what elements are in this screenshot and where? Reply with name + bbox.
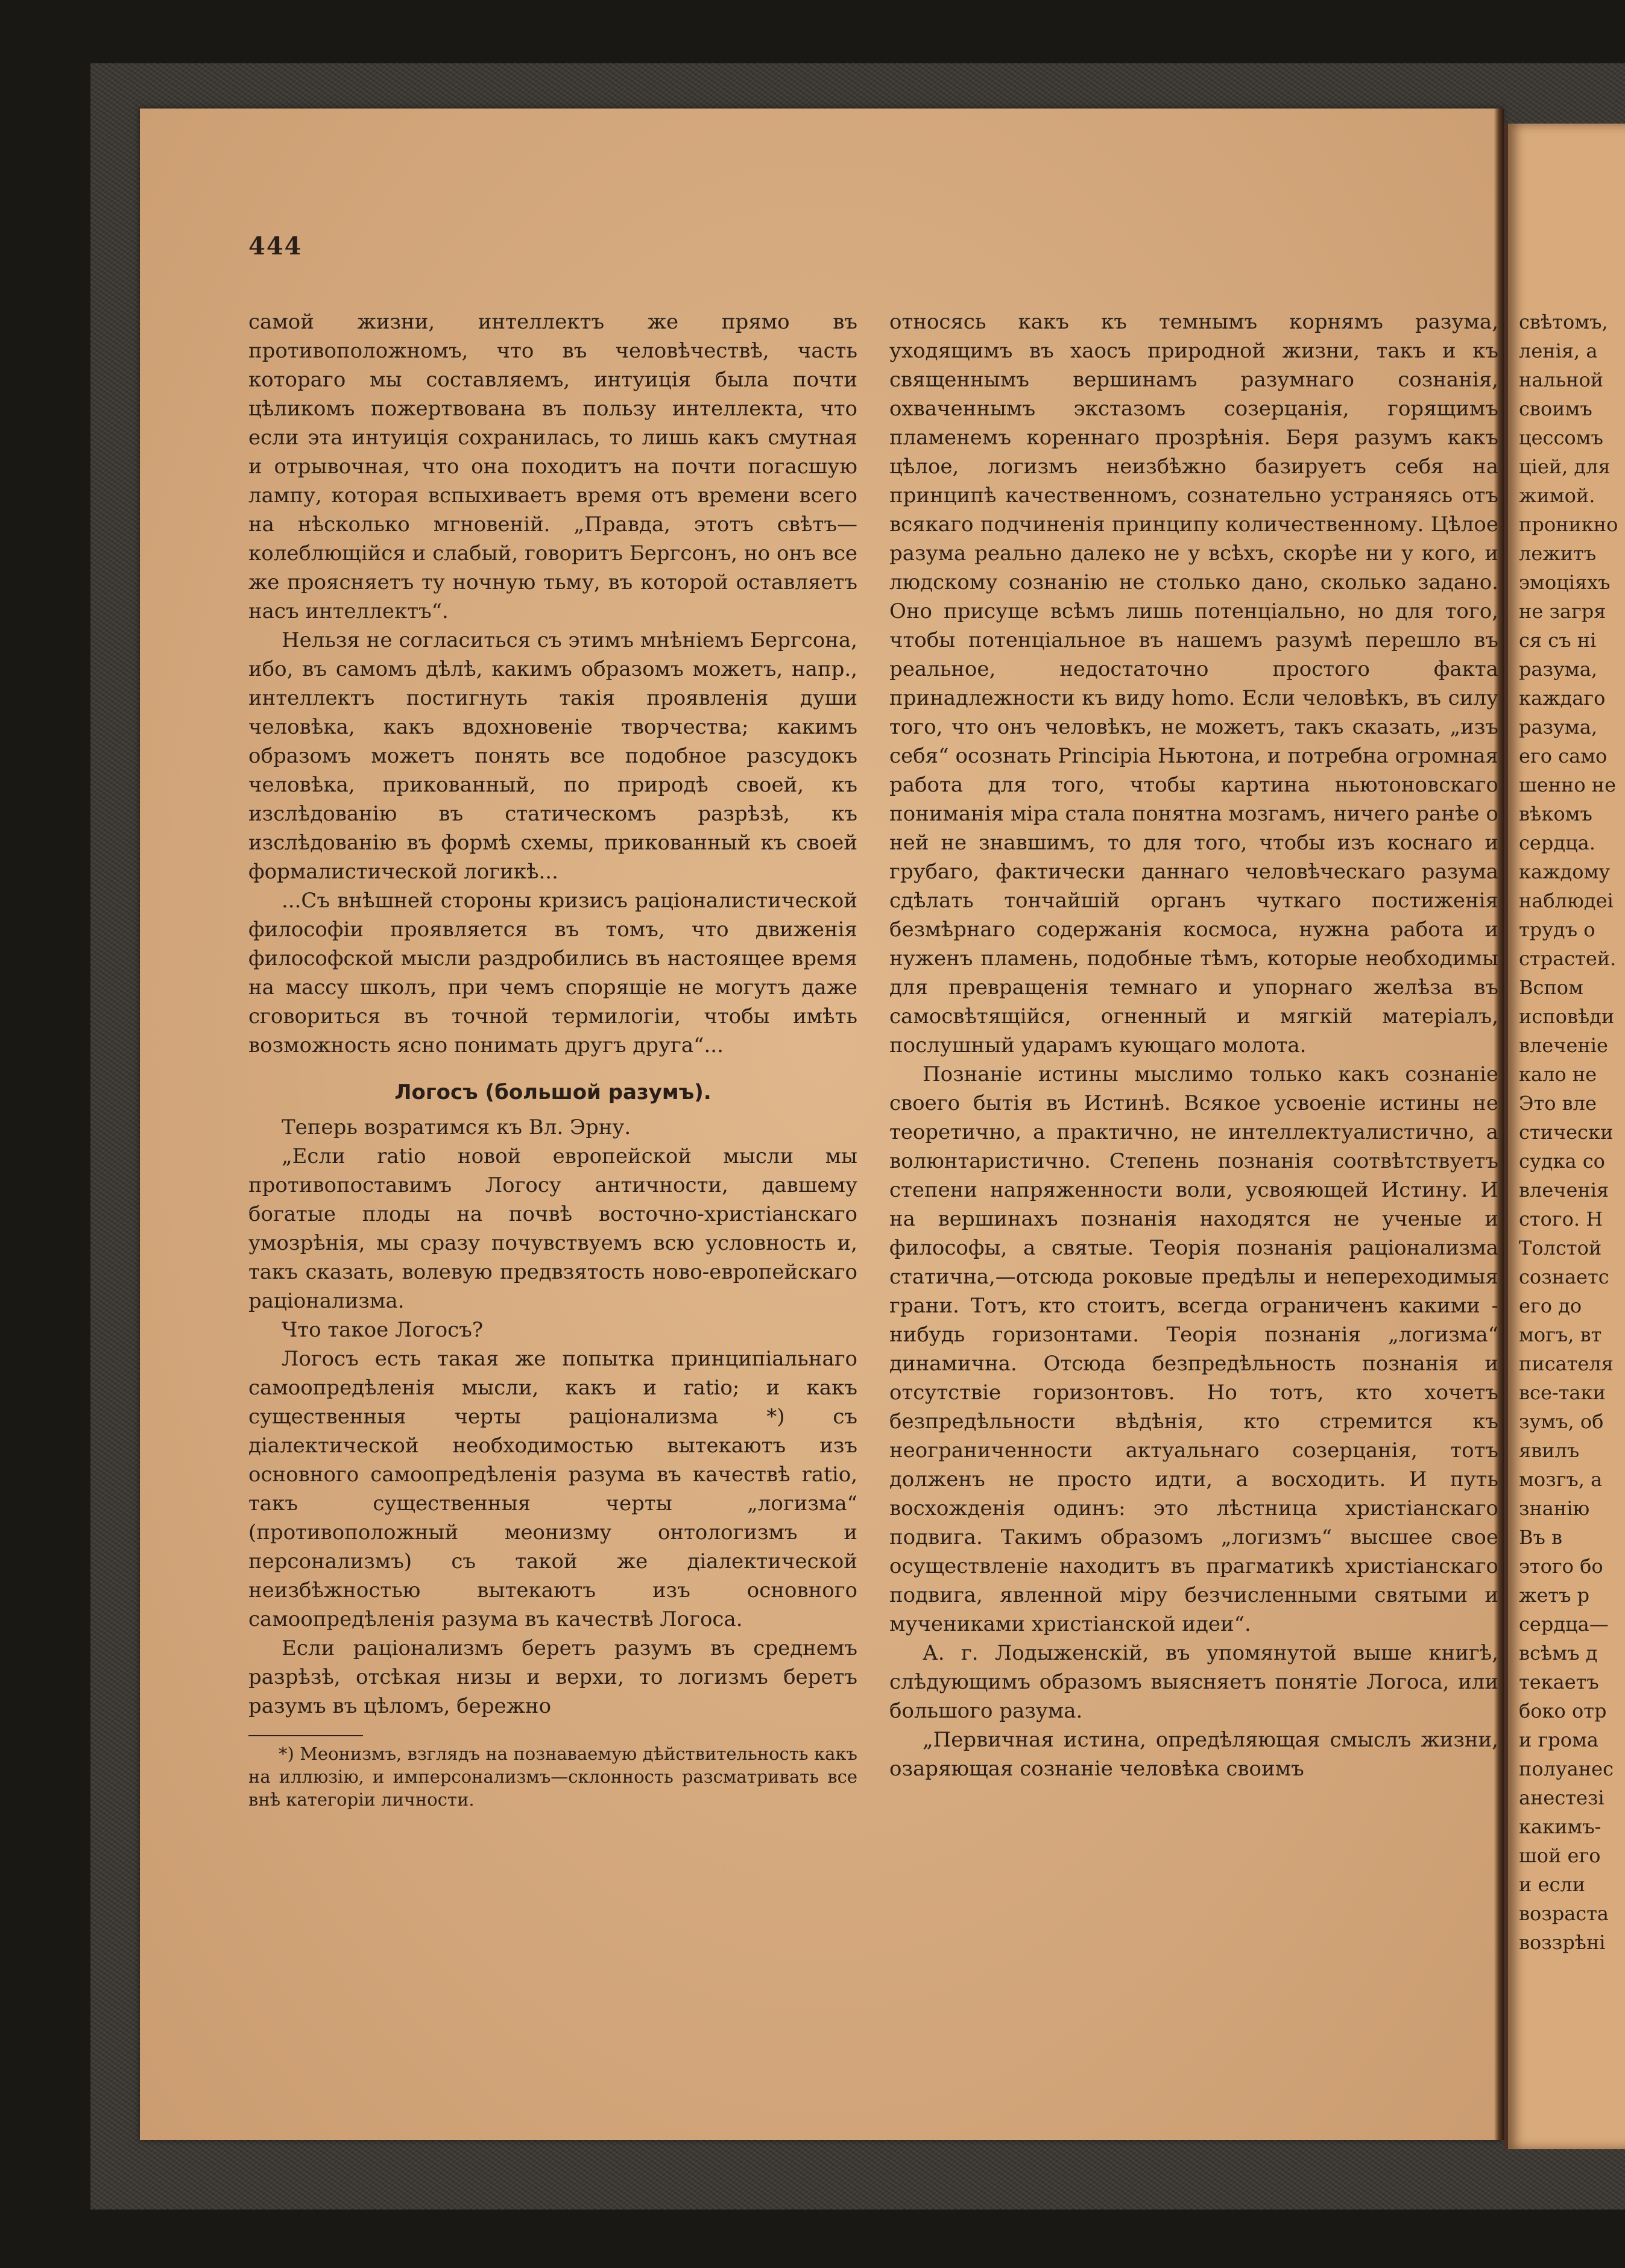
paragraph: „Если ratio новой европейской мысли мы противопоставимъ Логосу античности, давшему богатые плоды на почвѣ восточно-христіанскаго умозрѣнія, мы сразу почувствуемъ всю условность и, такъ сказать, волевую предвзятость ново-европейскаго раціонализма. bbox=[248, 1144, 857, 1313]
facing-line: шой его bbox=[1519, 1844, 1601, 1867]
facing-line: ленія, а bbox=[1519, 339, 1598, 362]
page-number: 444 bbox=[248, 232, 303, 260]
paragraph: Что такое Логосъ? bbox=[282, 1318, 484, 1342]
facing-page-text bbox=[1519, 307, 1625, 1957]
facing-line: его до bbox=[1519, 1294, 1582, 1317]
facing-line: разума, bbox=[1519, 658, 1597, 681]
paragraph: „Первичная истина, опредѣляющая смыслъ жизни, озаряющая сознаніе человѣка своимъ bbox=[889, 1728, 1498, 1781]
facing-line: воззрѣні bbox=[1519, 1931, 1606, 1954]
paragraph: Теперь возратимся къ Вл. Эрну. bbox=[282, 1115, 631, 1139]
facing-line: Въ в bbox=[1519, 1526, 1563, 1549]
facing-line: нальной bbox=[1519, 368, 1604, 391]
facing-line: цессомъ bbox=[1519, 426, 1603, 449]
facing-line: шенно не bbox=[1519, 773, 1617, 796]
facing-line: вѣкомъ bbox=[1519, 802, 1592, 825]
facing-page bbox=[1504, 124, 1625, 2149]
facing-line: каждаго bbox=[1519, 687, 1606, 710]
facing-line: трудъ о bbox=[1519, 918, 1595, 941]
facing-line: стого. Н bbox=[1519, 1208, 1603, 1230]
section-heading: Логосъ (большой разумъ). bbox=[394, 1080, 712, 1104]
facing-line: разума, bbox=[1519, 716, 1597, 739]
right-text-column bbox=[889, 307, 1498, 1783]
facing-line: жетъ р bbox=[1519, 1584, 1590, 1607]
facing-line: ціей, для bbox=[1519, 455, 1611, 478]
left-text-column bbox=[248, 307, 857, 1811]
facing-line: текаетъ bbox=[1519, 1671, 1599, 1693]
facing-line: какимъ- bbox=[1519, 1815, 1601, 1838]
facing-line: своимъ bbox=[1519, 397, 1592, 420]
facing-line: этого бо bbox=[1519, 1555, 1603, 1578]
facing-line: все-таки bbox=[1519, 1381, 1606, 1404]
paragraph: А. г. Лодыженскій, въ упомянутой выше книгѣ, слѣдующимъ образомъ выясняетъ понятіе Логоса, или большого разума. bbox=[889, 1641, 1498, 1723]
paragraph: ...Съ внѣшней стороны кризисъ раціоналистической философіи проявляется въ томъ, что движенія философской мысли раздробились въ настоящее время на массу школъ, при чемъ спорящіе не могутъ даже сговориться въ точной термилогіи, чтобы имѣть возможность ясно понимать другъ друга“... bbox=[248, 889, 857, 1057]
facing-line: свѣтомъ, bbox=[1519, 310, 1608, 333]
facing-line: всѣмъ д bbox=[1519, 1642, 1598, 1665]
facing-line: знанію bbox=[1519, 1497, 1590, 1520]
facing-line: Вспом bbox=[1519, 976, 1583, 999]
facing-line: сердца— bbox=[1519, 1613, 1609, 1636]
facing-line: могъ, вт bbox=[1519, 1323, 1602, 1346]
footnote: *) Меонизмъ, взглядъ на познаваемую дѣйствительность какъ на иллюзію, и имперсонализмъ—склонность разсматривать все внѣ категоріи личности. bbox=[248, 1744, 857, 1810]
facing-line: ся съ ні bbox=[1519, 629, 1597, 652]
facing-line: Это вле bbox=[1519, 1092, 1597, 1115]
facing-line: и грома bbox=[1519, 1728, 1598, 1751]
facing-line: каждому bbox=[1519, 860, 1611, 883]
facing-line: страстей. bbox=[1519, 947, 1617, 970]
facing-line: явилъ bbox=[1519, 1439, 1580, 1462]
paragraph: Логосъ есть такая же попытка принципіальнаго самоопредѣленія мысли, какъ и ratio; и какъ существенныя черты раціонализма *) съ діалектической необходимостью вытекаютъ изъ основного самоопредѣленія разума въ качествѣ ratio, такъ существенныя черты „логизма“ (противоположный меонизму онтологизмъ и персонализмъ) съ такой же діалектической неизбѣжностью вытекаютъ изъ основного самоопредѣленія разума въ качествѣ Логоса. bbox=[248, 1347, 857, 1631]
facing-line: писателя bbox=[1519, 1352, 1614, 1375]
paragraph: относясь какъ къ темнымъ корнямъ разума, уходящимъ въ хаосъ природной жизни, такъ и къ священнымъ вершинамъ разумнаго сознанія, охваченнымъ экстазомъ созерцанія, горящимъ пламенемъ кореннаго прозрѣнія. Беря разумъ какъ цѣлое, логизмъ неизбѣжно базируетъ себя на принципѣ качественномъ, сознательно устраняясь отъ всякаго подчиненія принципу количественному. Цѣлое разума реально далеко не у всѣхъ, скорѣе ни у кого, и людскому сознанію не столько дано, сколько задано. Оно присуще всѣмъ лишь потенціально, но для того, чтобы потенціальное въ нашемъ разумѣ перешло въ реальное, недостаточно простого факта принадлежности къ виду homo. Если человѣкъ, въ силу того, что онъ человѣкъ, не можетъ, такъ сказать, „изъ себя“ осознать Principia Ньютона, и потребна огромная работа для того, чтобы картина ньютоновскаго пониманія міра стала понятна мозгамъ, ничего ранѣе о ней не знавшимъ, то для того, чтобы изъ коснаго и грубаго, фактически даннаго человѣческаго разума сдѣлать тончайшій органъ чуткаго постиженія безмѣрнаго содержанія космоса, нужна работа и нуженъ пламень, подобные тѣмъ, которые необходимы для превращенія темнаго и упорнаго желѣза въ самосвѣтящійся, огненный и мягкій матеріалъ, послушный ударамъ кующаго молота. bbox=[889, 310, 1498, 1057]
facing-line: мозгъ, а bbox=[1519, 1468, 1603, 1491]
facing-line: зумъ, об bbox=[1519, 1410, 1604, 1433]
facing-line: стически bbox=[1519, 1121, 1614, 1144]
facing-line: полуанес bbox=[1519, 1757, 1614, 1780]
facing-line: кало не bbox=[1519, 1063, 1597, 1086]
facing-line: влеченіе bbox=[1519, 1034, 1608, 1057]
facing-line: не загря bbox=[1519, 600, 1606, 623]
facing-line: сердца. bbox=[1519, 831, 1595, 854]
paragraph: самой жизни, интеллектъ же прямо въ противоположномъ, что въ человѣчествѣ, часть котораго мы составляемъ, интуиція была почти цѣликомъ пожертвована въ пользу интеллекта, что если эта интуиція сохранилась, то лишь какъ смутная и отрывочная, что она походитъ на почти погасшую лампу, которая вспыхиваетъ время отъ времени всего на нѣсколько мгновеній. „Правда, этотъ свѣтъ—колеблющійся и слабый, говоритъ Бергсонъ, но онъ все же проясняетъ ту ночную тьму, въ которой оставляетъ насъ интеллектъ“. bbox=[248, 310, 857, 623]
facing-line: судка со bbox=[1519, 1150, 1605, 1173]
facing-line: влеченія bbox=[1519, 1179, 1609, 1202]
facing-line: анестезі bbox=[1519, 1786, 1604, 1809]
facing-line: проникно bbox=[1519, 513, 1618, 536]
facing-line: наблюдеі bbox=[1519, 889, 1614, 912]
paragraph: Если раціонализмъ беретъ разумъ въ среднемъ разрѣзѣ, отсѣкая низы и верхи, то логизмъ беретъ разумъ въ цѣломъ, бережно bbox=[248, 1636, 857, 1718]
facing-line: жимой. bbox=[1519, 484, 1595, 507]
facing-line: эмоціяхъ bbox=[1519, 571, 1611, 594]
facing-line: исповѣди bbox=[1519, 1005, 1615, 1028]
facing-line: его само bbox=[1519, 745, 1608, 767]
facing-line: возраста bbox=[1519, 1902, 1609, 1925]
facing-line: лежитъ bbox=[1519, 542, 1597, 565]
paragraph: Нельзя не согласиться съ этимъ мнѣніемъ Бергсона, ибо, въ самомъ дѣлѣ, какимъ образомъ можетъ, напр., интеллектъ постигнуть такія проявленія души человѣка, какъ вдохновеніе творчества; какимъ образомъ можетъ понять все подобное разсудокъ человѣка, прикованный, по природѣ своей, къ изслѣдованію въ статическомъ разрѣзѣ, къ изслѣдованію въ формѣ схемы, прикованный къ своей формалистической логикѣ... bbox=[248, 628, 857, 884]
facing-line: боко отр bbox=[1519, 1699, 1607, 1722]
paragraph: Познаніе истины мыслимо только какъ сознаніе своего бытія въ Истинѣ. Всякое усвоеніе истины не теоретично, а практично, не интеллектуалистично, а волюнтаристично. Степень познанія соотвѣтствуетъ степени напряженности воли, усвояющей Истину. И на вершинахъ познанія находятся не ученые и философы, а святые. Теорія познанія раціонализма статична,—отсюда роковые предѣлы и непереходимыя грани. Тотъ, кто стоитъ, всегда ограниченъ какими - нибудь горизонтами. Теорія познанія „логизма“ динамична. Отсюда безпредѣльность познанія и отсутствіе горизонтовъ. Но тотъ, кто хочетъ безпредѣльности вѣдѣнія, кто стремится къ неограниченности актуальнаго созерцанія, тотъ долженъ не просто идти, а восходить. И путь восхожденія одинъ: это лѣстница христіанскаго подвига. Такимъ образомъ „логизмъ“ высшее свое осуществленіе находитъ въ прагматикѣ христіанскаго подвига, явленной міру безчисленными святыми и мучениками христіанской идеи“. bbox=[889, 1062, 1498, 1636]
footnote-divider bbox=[248, 1735, 363, 1736]
facing-line: Толстой bbox=[1519, 1236, 1602, 1259]
facing-line: сознаетс bbox=[1519, 1265, 1609, 1288]
facing-line: и если bbox=[1519, 1873, 1586, 1896]
